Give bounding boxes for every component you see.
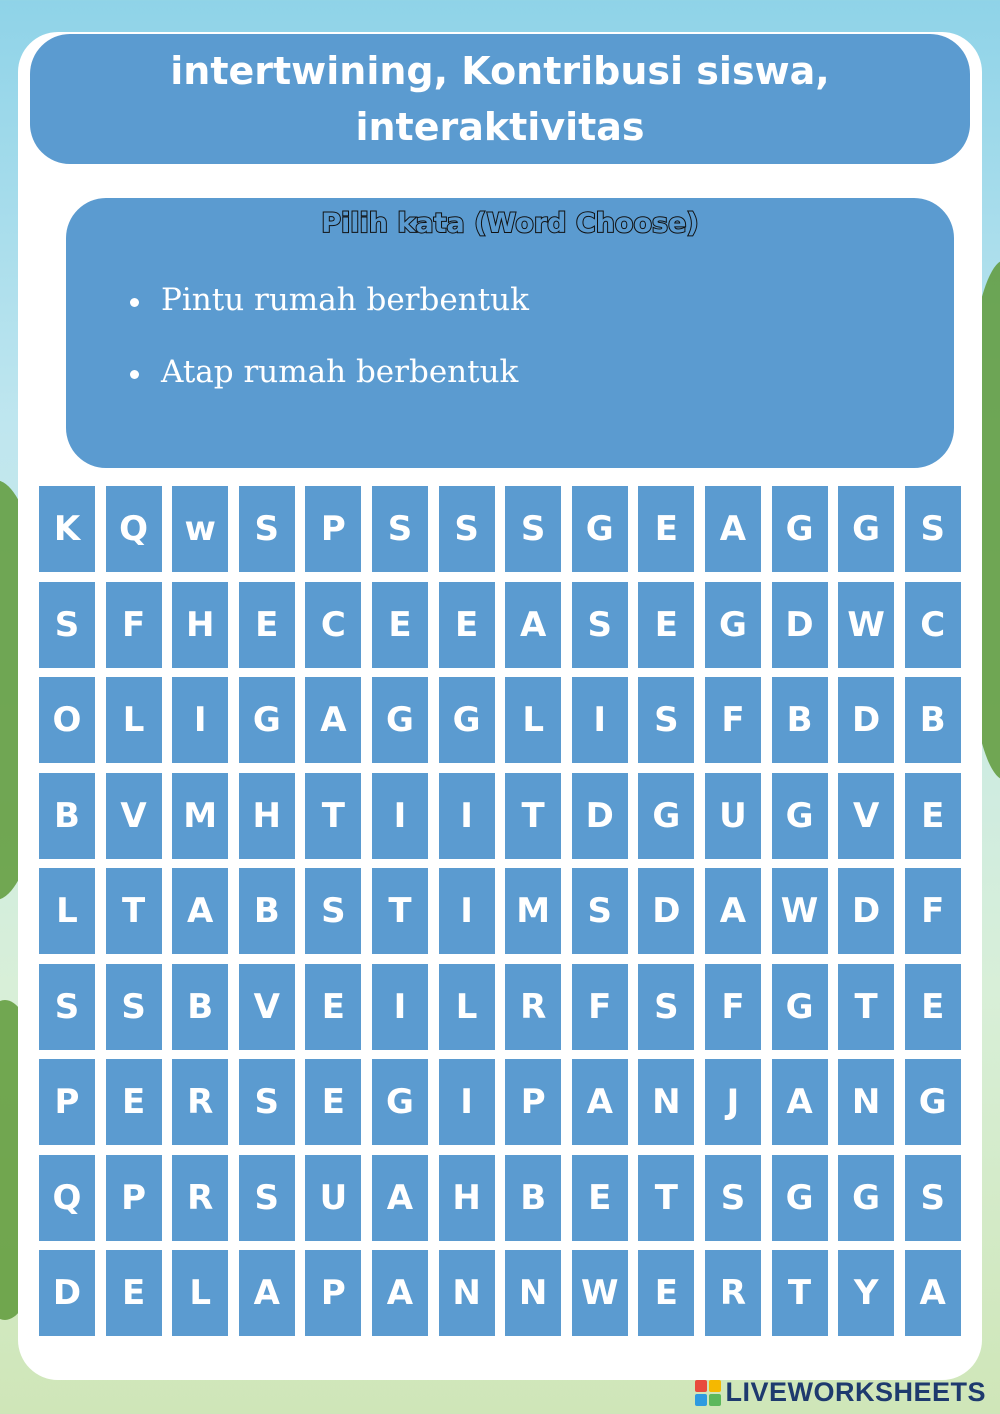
letter-cell[interactable]: E xyxy=(905,964,961,1050)
letter-cell[interactable]: P xyxy=(305,486,361,572)
letter-cell[interactable]: A xyxy=(705,486,761,572)
letter-cell[interactable]: Q xyxy=(39,1155,95,1241)
letter-cell[interactable]: G xyxy=(772,1155,828,1241)
letter-cell[interactable]: I xyxy=(439,773,495,859)
letter-cell[interactable]: E xyxy=(905,773,961,859)
letter-cell[interactable]: H xyxy=(439,1155,495,1241)
letter-cell[interactable]: E xyxy=(305,1059,361,1145)
letter-cell[interactable]: Y xyxy=(838,1250,894,1336)
task-item xyxy=(130,354,529,426)
letter-cell[interactable]: A xyxy=(372,1250,428,1336)
letter-cell[interactable]: S xyxy=(905,486,961,572)
letter-cell[interactable]: T xyxy=(505,773,561,859)
letter-cell[interactable]: M xyxy=(172,773,228,859)
letter-cell[interactable]: G xyxy=(239,677,295,763)
letter-cell[interactable]: V xyxy=(838,773,894,859)
letter-cell[interactable]: G xyxy=(772,773,828,859)
letter-cell[interactable]: F xyxy=(106,582,162,668)
letter-cell[interactable]: L xyxy=(505,677,561,763)
letter-cell[interactable]: W xyxy=(572,1250,628,1336)
task-item-text: Atap rumah berbentuk xyxy=(161,354,519,390)
task-item-text: Pintu rumah berbentuk xyxy=(161,282,529,318)
letter-cell[interactable]: I xyxy=(439,868,495,954)
letter-cell[interactable]: V xyxy=(106,773,162,859)
letter-cell[interactable]: I xyxy=(372,773,428,859)
letter-cell[interactable]: F xyxy=(705,677,761,763)
letter-cell[interactable]: H xyxy=(172,582,228,668)
letter-cell[interactable]: R xyxy=(172,1155,228,1241)
letter-cell[interactable]: D xyxy=(772,582,828,668)
letter-cell[interactable]: E xyxy=(372,582,428,668)
letter-cell[interactable]: A xyxy=(372,1155,428,1241)
letter-cell[interactable]: I xyxy=(372,964,428,1050)
letter-cell[interactable]: E xyxy=(239,582,295,668)
task-list xyxy=(130,282,529,426)
letter-cell[interactable]: F xyxy=(705,964,761,1050)
task-heading: Pilih kata (Word Choose) xyxy=(321,208,699,239)
letter-cell[interactable]: U xyxy=(705,773,761,859)
letter-cell[interactable]: E xyxy=(572,1155,628,1241)
letter-cell[interactable]: N xyxy=(439,1250,495,1336)
letter-cell[interactable]: E xyxy=(638,486,694,572)
letter-cell[interactable]: T xyxy=(372,868,428,954)
letter-cell[interactable]: S xyxy=(439,486,495,572)
letter-cell[interactable]: G xyxy=(838,486,894,572)
letter-cell[interactable]: S xyxy=(505,486,561,572)
letter-cell[interactable]: M xyxy=(505,868,561,954)
letter-cell[interactable]: R xyxy=(505,964,561,1050)
letter-cell[interactable]: I xyxy=(572,677,628,763)
letter-cell[interactable]: Q xyxy=(106,486,162,572)
letter-cell[interactable]: B xyxy=(239,868,295,954)
letter-cell[interactable]: S xyxy=(106,964,162,1050)
letter-cell[interactable]: T xyxy=(838,964,894,1050)
letter-cell[interactable]: W xyxy=(772,868,828,954)
letter-cell[interactable]: S xyxy=(239,1059,295,1145)
letter-cell[interactable]: B xyxy=(772,677,828,763)
letter-cell[interactable]: S xyxy=(638,964,694,1050)
bullet-icon xyxy=(130,298,139,307)
letter-cell[interactable]: S xyxy=(705,1155,761,1241)
letter-cell[interactable]: E xyxy=(638,1250,694,1336)
bullet-icon xyxy=(130,370,139,379)
letter-cell[interactable]: G xyxy=(372,677,428,763)
letter-cell[interactable]: S xyxy=(39,964,95,1050)
letter-cell[interactable]: P xyxy=(505,1059,561,1145)
letter-cell[interactable]: I xyxy=(172,677,228,763)
letter-cell[interactable]: W xyxy=(838,582,894,668)
letter-cell[interactable]: B xyxy=(505,1155,561,1241)
letter-cell[interactable]: D xyxy=(638,868,694,954)
letter-cell[interactable]: D xyxy=(572,773,628,859)
letter-cell[interactable]: I xyxy=(439,1059,495,1145)
letter-cell[interactable]: P xyxy=(305,1250,361,1336)
letter-cell[interactable]: w xyxy=(172,486,228,572)
letter-cell[interactable]: S xyxy=(638,677,694,763)
letter-cell[interactable]: A xyxy=(239,1250,295,1336)
letter-cell[interactable]: E xyxy=(106,1059,162,1145)
letter-cell[interactable]: C xyxy=(905,582,961,668)
letter-cell[interactable]: S xyxy=(239,1155,295,1241)
letter-cell[interactable]: T xyxy=(638,1155,694,1241)
letter-cell[interactable]: L xyxy=(172,1250,228,1336)
letter-cell[interactable]: A xyxy=(172,868,228,954)
letter-cell[interactable]: A xyxy=(705,868,761,954)
letter-cell[interactable]: L xyxy=(39,868,95,954)
letter-cell[interactable]: S xyxy=(372,486,428,572)
letter-cell[interactable]: K xyxy=(39,486,95,572)
letter-cell[interactable]: G xyxy=(905,1059,961,1145)
letter-cell[interactable]: E xyxy=(305,964,361,1050)
brand-footer xyxy=(695,1377,986,1408)
letter-cell[interactable]: J xyxy=(705,1059,761,1145)
letter-cell[interactable]: G xyxy=(638,773,694,859)
letter-cell[interactable]: S xyxy=(305,868,361,954)
letter-cell[interactable]: B xyxy=(905,677,961,763)
letter-cell[interactable]: F xyxy=(905,868,961,954)
letter-cell[interactable]: O xyxy=(39,677,95,763)
letter-cell[interactable]: N xyxy=(505,1250,561,1336)
letter-cell[interactable]: C xyxy=(305,582,361,668)
title-banner xyxy=(30,34,970,164)
letter-cell[interactable]: S xyxy=(905,1155,961,1241)
letter-cell[interactable]: P xyxy=(39,1059,95,1145)
letter-cell[interactable]: S xyxy=(239,486,295,572)
letter-cell[interactable]: G xyxy=(439,677,495,763)
letter-cell[interactable]: T xyxy=(106,868,162,954)
letter-cell[interactable]: G xyxy=(772,486,828,572)
letter-cell[interactable]: U xyxy=(305,1155,361,1241)
letter-cell[interactable]: G xyxy=(772,964,828,1050)
letter-cell[interactable]: E xyxy=(106,1250,162,1336)
letter-cell[interactable]: D xyxy=(39,1250,95,1336)
page-title: intertwining, Kontribusi siswa, interaktivitas xyxy=(170,49,830,149)
letter-cell[interactable]: S xyxy=(572,582,628,668)
task-panel xyxy=(66,198,954,468)
task-item xyxy=(130,282,529,354)
letter-cell[interactable]: R xyxy=(705,1250,761,1336)
letter-cell[interactable]: S xyxy=(39,582,95,668)
letter-cell[interactable]: A xyxy=(572,1059,628,1145)
letter-cell[interactable]: G xyxy=(372,1059,428,1145)
liveworksheets-logo-icon xyxy=(695,1380,721,1406)
letter-cell[interactable]: A xyxy=(772,1059,828,1145)
letter-cell[interactable]: B xyxy=(39,773,95,859)
letter-cell[interactable]: G xyxy=(838,1155,894,1241)
letter-cell[interactable]: L xyxy=(439,964,495,1050)
letter-cell[interactable]: R xyxy=(172,1059,228,1145)
word-search-grid xyxy=(39,486,962,1336)
letter-cell[interactable]: P xyxy=(106,1155,162,1241)
letter-cell[interactable]: H xyxy=(239,773,295,859)
letter-cell[interactable]: E xyxy=(439,582,495,668)
letter-cell[interactable]: E xyxy=(638,582,694,668)
letter-cell[interactable]: D xyxy=(838,677,894,763)
letter-cell[interactable]: G xyxy=(572,486,628,572)
letter-cell[interactable]: F xyxy=(572,964,628,1050)
letter-cell[interactable]: T xyxy=(305,773,361,859)
letter-cell[interactable]: V xyxy=(239,964,295,1050)
letter-cell[interactable]: L xyxy=(106,677,162,763)
letter-cell[interactable]: N xyxy=(638,1059,694,1145)
letter-cell[interactable]: B xyxy=(172,964,228,1050)
letter-cell[interactable]: G xyxy=(705,582,761,668)
letter-cell[interactable]: S xyxy=(572,868,628,954)
letter-cell[interactable]: A xyxy=(905,1250,961,1336)
brand-name: LIVEWORKSHEETS xyxy=(725,1377,986,1407)
letter-cell[interactable]: A xyxy=(305,677,361,763)
letter-cell[interactable]: A xyxy=(505,582,561,668)
letter-cell[interactable]: T xyxy=(772,1250,828,1336)
letter-cell[interactable]: N xyxy=(838,1059,894,1145)
letter-cell[interactable]: D xyxy=(838,868,894,954)
